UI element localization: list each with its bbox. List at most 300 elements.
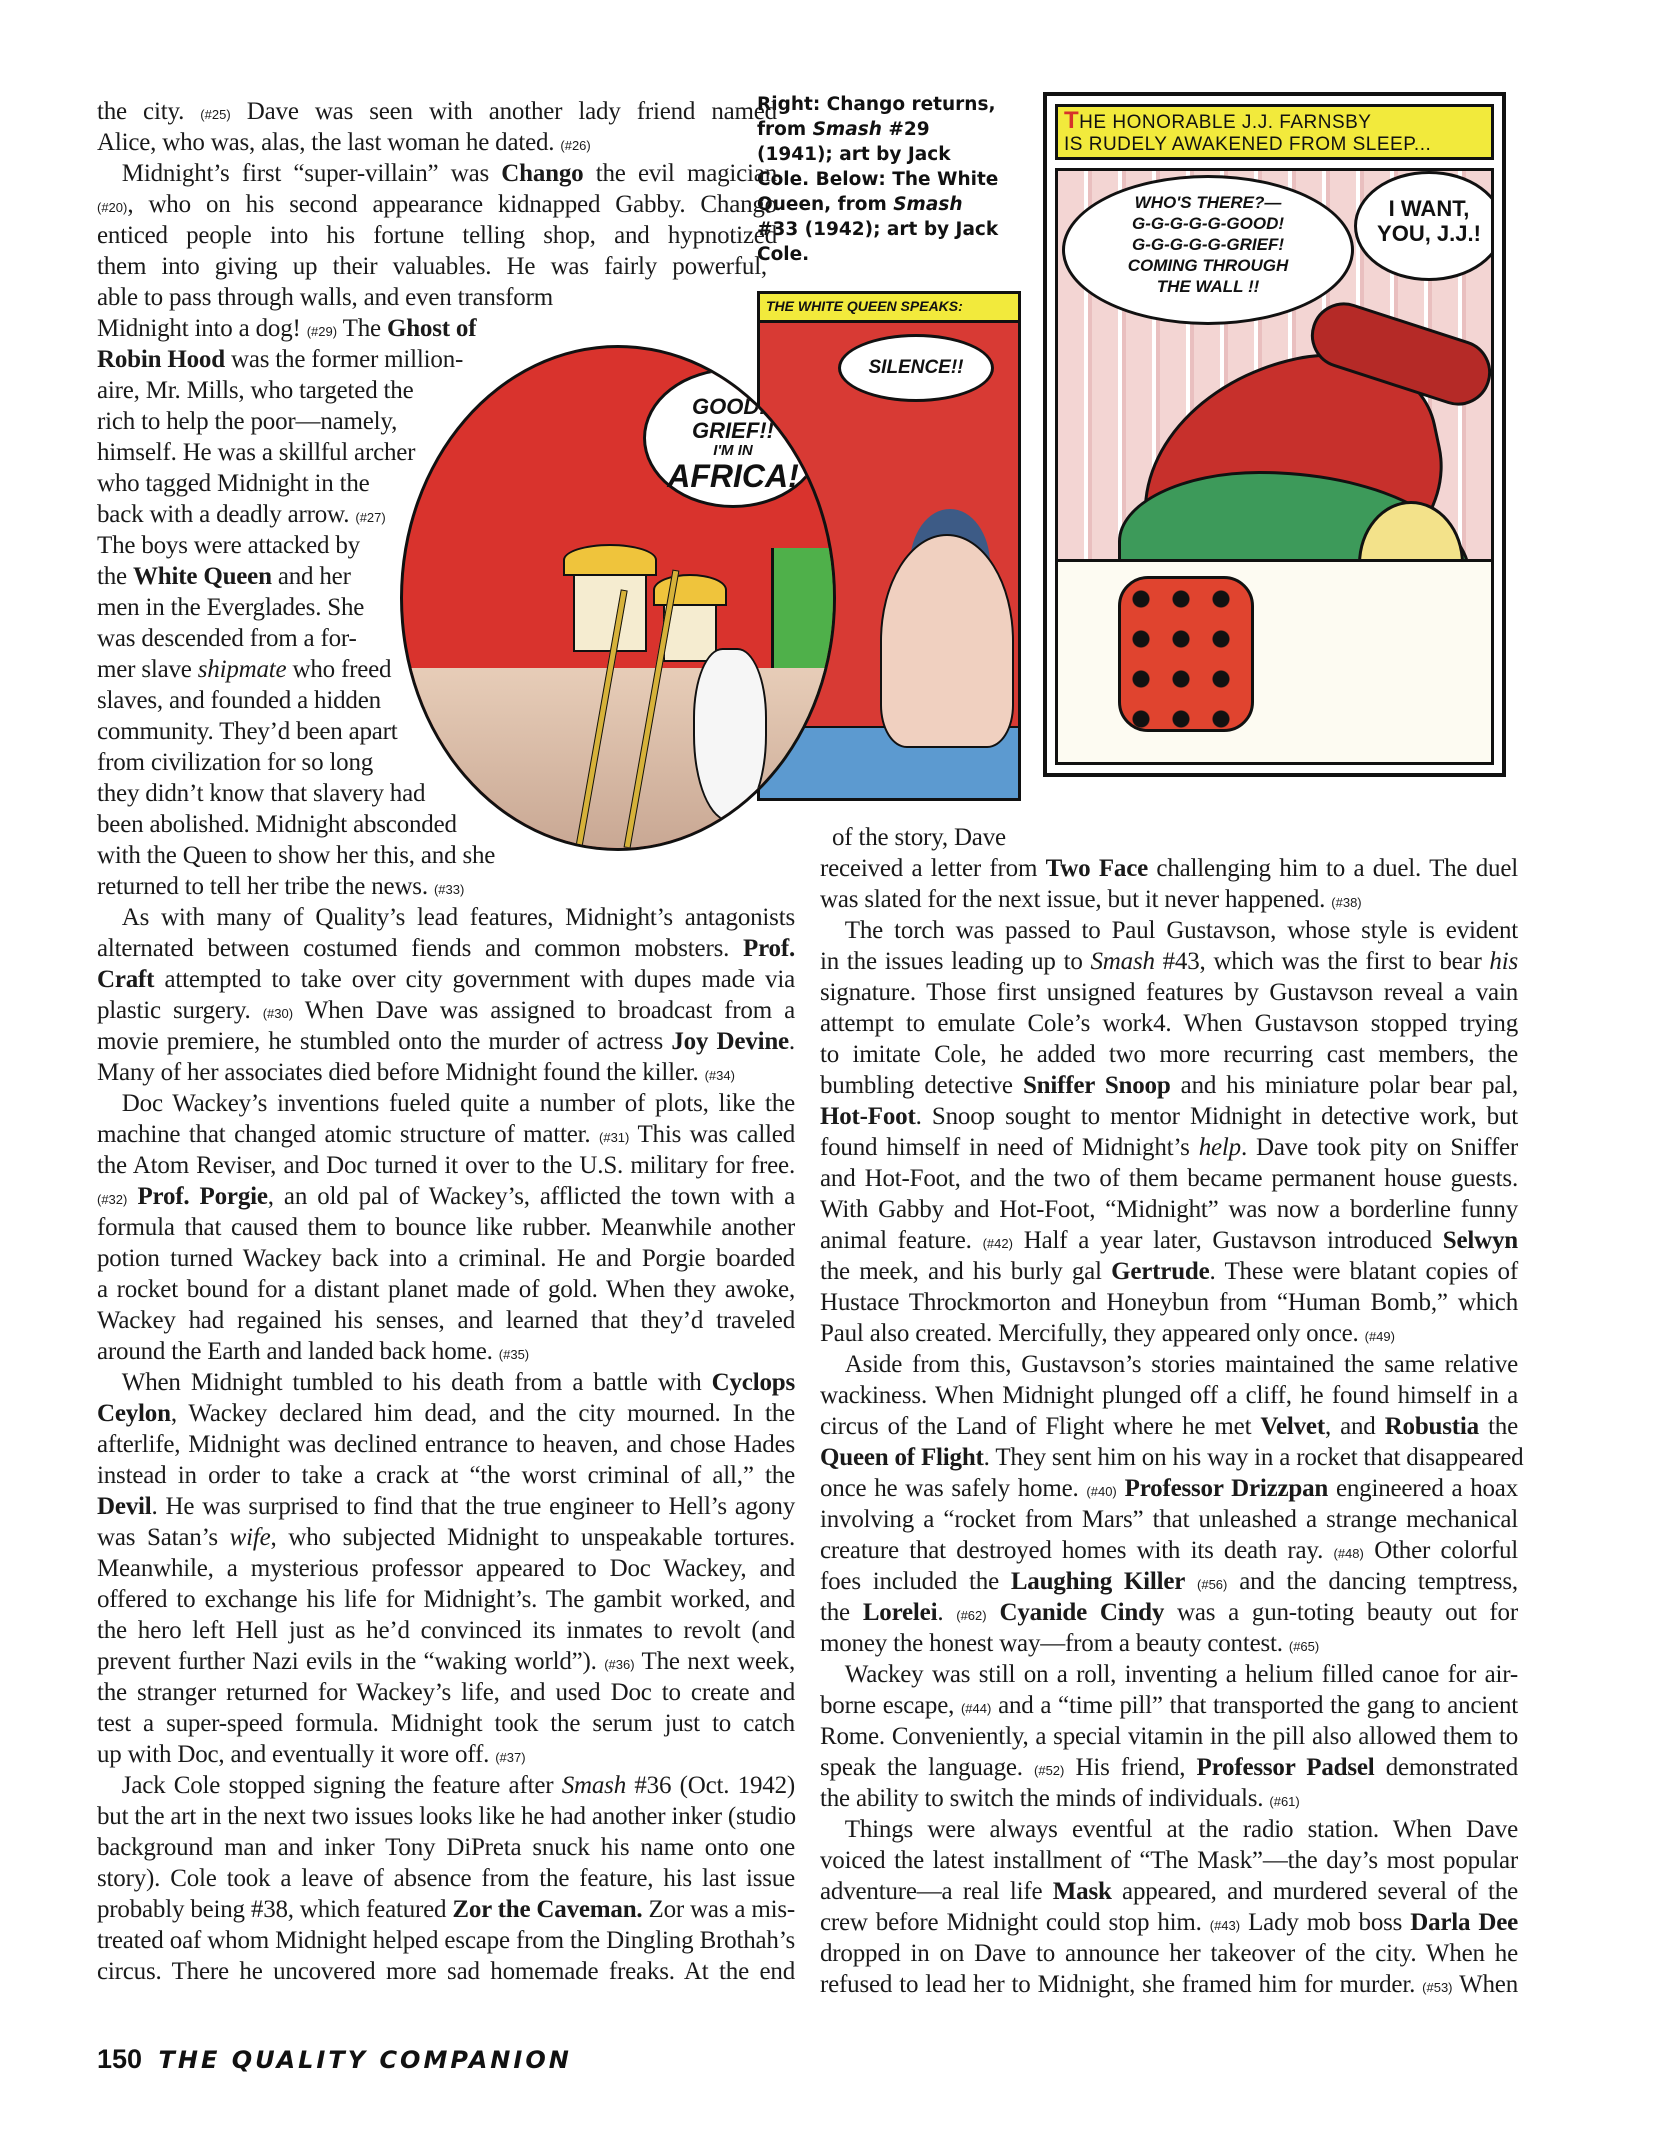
body-text: been abolished. Midnight absconded bbox=[97, 811, 457, 838]
comic-panel-circle-africa bbox=[400, 345, 836, 851]
text-line bbox=[97, 747, 373, 778]
issue-reference: (#61) bbox=[1269, 1794, 1300, 1809]
character-name: Ghost of bbox=[386, 315, 477, 342]
bubble-line: I'M IN bbox=[713, 442, 753, 459]
body-text: attempted to take over city government with dupes made via bbox=[154, 966, 795, 993]
body-text: engineered a hoax bbox=[1328, 1475, 1519, 1502]
body-text: speak the language. bbox=[820, 1754, 1035, 1781]
issue-reference: (#52) bbox=[1034, 1763, 1065, 1778]
body-text: enticed people into his fortune telling shop, and hypnotized bbox=[97, 222, 777, 249]
text-line bbox=[97, 840, 495, 871]
text-line bbox=[820, 1845, 1518, 1876]
issue-reference: (#34) bbox=[704, 1068, 735, 1083]
text-line bbox=[820, 1659, 1518, 1690]
text-line bbox=[97, 1646, 795, 1680]
body-text: instead in order to take a crack at “the worst criminal of all,” the bbox=[97, 1462, 795, 1489]
body-text: community. They’d been apart bbox=[97, 718, 398, 745]
issue-reference: (#43) bbox=[1209, 1918, 1241, 1933]
body-text: , who subjected Midnight to unspeakable tortures. bbox=[270, 1524, 795, 1551]
body-text: . Snoop sought to mentor Midnight in detective work, but bbox=[915, 1103, 1518, 1130]
issue-reference: (#32) bbox=[97, 1192, 128, 1207]
comic-caption-box bbox=[1055, 104, 1494, 160]
body-text: appeared, and murdered several of the bbox=[1111, 1878, 1518, 1905]
caption-text: #33 (1942); art by Jack Cole. bbox=[757, 219, 999, 265]
text-line bbox=[97, 1026, 795, 1057]
issue-reference: (#27) bbox=[355, 510, 386, 525]
issue-reference: (#38) bbox=[1331, 895, 1362, 910]
text-line bbox=[97, 282, 553, 313]
body-text: refused to lead her to Midnight, she framed him for murder. bbox=[820, 1971, 1423, 1998]
body-text: found himself in need of Midnight’s bbox=[820, 1134, 1199, 1161]
body-text: who freed bbox=[286, 656, 392, 683]
hut-illustration bbox=[573, 568, 647, 652]
body-text: was slated for the next issue, but it never happened. bbox=[820, 886, 1332, 913]
body-text: With Gabby and Hot-Foot, “Midnight” was now a borderline funny bbox=[820, 1196, 1518, 1223]
text-line bbox=[820, 946, 1518, 977]
text-line bbox=[820, 884, 1362, 918]
body-text: Alice, who was, alas, the last woman he dated. bbox=[97, 129, 561, 156]
caption-title: Smash bbox=[812, 119, 882, 140]
text-line bbox=[97, 96, 777, 130]
body-text: . Dave took pity on Sniffer bbox=[1240, 1134, 1519, 1161]
body-text: story). Cole took a leave of absence from the feature, his last issue bbox=[97, 1865, 795, 1892]
body-text: His friend, bbox=[1064, 1754, 1197, 1781]
body-text: returned to tell her tribe the news. bbox=[97, 873, 434, 900]
text-line bbox=[97, 1522, 795, 1553]
body-text: . He was surprised to find that the true engineer to Hell’s agony bbox=[151, 1493, 795, 1520]
body-text: the Atom Reviser, and Doc turned it over to the U.S. military for free. bbox=[97, 1152, 795, 1179]
bubble-line: G-G-G-G-G-GOOD! bbox=[1131, 214, 1285, 233]
bubble-line: THE WALL !! bbox=[1156, 277, 1260, 296]
issue-reference: (#40) bbox=[1086, 1484, 1117, 1499]
body-text: Half a year later, Gustavson introduced bbox=[1012, 1227, 1443, 1254]
body-text: . They sent him on his way in a rocket that disappeared bbox=[983, 1444, 1524, 1471]
body-text: Wackey had regained his senses, and learned that they’d traveled bbox=[97, 1307, 795, 1334]
emphasis-text: Smash bbox=[1090, 948, 1155, 975]
speech-burst-africa bbox=[643, 368, 823, 508]
body-text: up with Doc, and eventually it wore off. bbox=[97, 1741, 496, 1768]
body-text: received a letter from bbox=[820, 855, 1046, 882]
speech-bubble-chango bbox=[1354, 171, 1494, 281]
body-text: rich to help the poor—namely, bbox=[97, 408, 398, 435]
body-text: the bbox=[1478, 1413, 1519, 1440]
character-name: Laughing Killer bbox=[1010, 1568, 1186, 1595]
body-text: demonstrated bbox=[1374, 1754, 1518, 1781]
character-name: Two Face bbox=[1045, 855, 1148, 882]
text-line bbox=[820, 1070, 1518, 1101]
text-line bbox=[97, 592, 364, 623]
body-text: from civilization for so long bbox=[97, 749, 374, 776]
text-line bbox=[97, 406, 397, 437]
text-line bbox=[97, 1274, 795, 1305]
character-name: Lorelei bbox=[862, 1599, 938, 1626]
character-name: Sniffer Snoop bbox=[1022, 1072, 1171, 1099]
text-line bbox=[97, 375, 413, 406]
text-line bbox=[97, 1832, 795, 1863]
text-line bbox=[97, 1181, 795, 1215]
text-line bbox=[820, 1132, 1518, 1163]
text-line bbox=[820, 1287, 1518, 1318]
character-name: White Queen bbox=[133, 563, 272, 590]
body-text: #43, which was the first to bear bbox=[1154, 948, 1490, 975]
body-text: Other colorful bbox=[1363, 1537, 1518, 1564]
body-text: but the art in the next two issues looks like he had another inker (studio bbox=[97, 1803, 796, 1830]
text-line bbox=[820, 1690, 1518, 1724]
issue-reference: (#29) bbox=[306, 324, 338, 339]
body-text: Midnight into a dog! bbox=[97, 315, 307, 342]
text-line bbox=[97, 1956, 795, 1987]
body-text: money the honest way—from a beauty contest. bbox=[820, 1630, 1289, 1657]
text-line bbox=[820, 1194, 1518, 1225]
text-line bbox=[820, 1566, 1518, 1600]
page-footer bbox=[97, 2044, 572, 2075]
text-line bbox=[97, 530, 360, 561]
text-line bbox=[97, 871, 464, 905]
character-name: Devil bbox=[97, 1493, 152, 1520]
text-line bbox=[820, 1163, 1518, 1194]
body-text: the evil magician bbox=[583, 160, 777, 187]
bubble-line: COMING THROUGH bbox=[1127, 256, 1289, 275]
text-line bbox=[97, 344, 463, 375]
body-text: to imitate Cole, he added two more recurring cast members, the bbox=[820, 1041, 1518, 1068]
body-text: attempt to emulate Cole’s work4. When Gustavson stopped trying bbox=[820, 1010, 1518, 1037]
caption-text: Right: Chango returns, from bbox=[757, 94, 996, 140]
text-line bbox=[97, 1863, 795, 1894]
body-text: Jack Cole stopped signing the feature after bbox=[97, 1772, 562, 1799]
character-name: Selwyn bbox=[1442, 1227, 1518, 1254]
body-text: crew before Midnight could stop him. bbox=[820, 1909, 1210, 1936]
issue-reference: (#53) bbox=[1422, 1980, 1453, 1995]
body-text: Aside from this, Gustavson’s stories maintained the same relative bbox=[820, 1351, 1518, 1378]
body-text: was the former million- bbox=[224, 346, 464, 373]
body-text: the ability to switch the minds of individuals. bbox=[820, 1785, 1270, 1812]
issue-reference: (#31) bbox=[599, 1130, 630, 1145]
text-line bbox=[97, 127, 591, 161]
body-text: Meanwhile, a mysterious professor appeared to Doc Wackey, and bbox=[97, 1555, 795, 1582]
bubble-line: GRIEF!! bbox=[692, 418, 774, 443]
body-text bbox=[1117, 1475, 1125, 1502]
text-line bbox=[820, 1969, 1518, 2003]
body-text: was a gun-toting beauty out for bbox=[1164, 1599, 1518, 1626]
body-text: them into giving up their valuables. He was fairly powerful, bbox=[97, 253, 767, 280]
character-name: Professor Drizzpan bbox=[1124, 1475, 1329, 1502]
text-line bbox=[97, 437, 415, 468]
body-text: offered to exchange his life for Midnight’s. The gambit worked, and bbox=[97, 1586, 795, 1613]
body-text: Wackey was still on a roll, inventing a helium filled canoe for air- bbox=[820, 1661, 1518, 1688]
text-line bbox=[97, 623, 357, 654]
text-line bbox=[820, 1318, 1395, 1352]
body-text: background man and inker Tony DiPreta snuck his name onto one bbox=[97, 1834, 795, 1861]
body-text: Lady mob boss bbox=[1240, 1909, 1411, 1936]
text-line bbox=[820, 1628, 1319, 1662]
text-line bbox=[97, 1398, 795, 1429]
body-text bbox=[1185, 1568, 1197, 1595]
body-text: a rocket bound for a distant planet made of gold. When they awoke, bbox=[97, 1276, 795, 1303]
body-text: circus of the Land of Flight where he met bbox=[820, 1413, 1261, 1440]
bubble-line: G-G-G-G-G-GRIEF! bbox=[1131, 235, 1285, 254]
character-name: Ceylon bbox=[97, 1400, 171, 1427]
body-text: men in the Everglades. She bbox=[97, 594, 365, 621]
body-text: the stranger returned for Wackey’s life, and used Doc to create and bbox=[97, 1679, 795, 1706]
issue-reference: (#33) bbox=[433, 882, 465, 897]
text-line bbox=[820, 1752, 1518, 1786]
text-line bbox=[97, 561, 351, 592]
character-name: Cyanide Cindy bbox=[999, 1599, 1165, 1626]
character-name: Queen of Flight bbox=[820, 1444, 984, 1471]
body-text: test a super-speed formula. Midnight took the serum just to catch bbox=[97, 1710, 795, 1737]
text-line bbox=[820, 1783, 1300, 1817]
body-text: Things were always eventful at the radio station. When Dave bbox=[820, 1816, 1518, 1843]
issue-reference: (#26) bbox=[560, 138, 591, 153]
text-line bbox=[97, 468, 370, 499]
character-name: Velvet bbox=[1260, 1413, 1325, 1440]
body-text: was Satan’s bbox=[97, 1524, 230, 1551]
text-line bbox=[97, 1739, 526, 1773]
text-line bbox=[97, 1553, 795, 1584]
bubble-line: WHO'S THERE?— bbox=[1134, 193, 1282, 212]
caption-line: IS RUDELY AWAKENED FROM SLEEP... bbox=[1064, 134, 1432, 155]
text-line bbox=[97, 1212, 795, 1243]
body-text bbox=[127, 1183, 137, 1210]
body-text: probably being #38, which featured bbox=[97, 1896, 453, 1923]
text-line bbox=[97, 1708, 795, 1739]
text-line bbox=[820, 1008, 1518, 1039]
text-line bbox=[820, 1101, 1518, 1132]
comic-scene-bedroom bbox=[1055, 168, 1494, 765]
body-text: the bbox=[820, 1599, 863, 1626]
body-text: wackiness. When Midnight plunged off a cliff, he found himself in a bbox=[820, 1382, 1518, 1409]
body-text: The bbox=[337, 315, 387, 342]
issue-reference: (#42) bbox=[982, 1236, 1013, 1251]
body-text bbox=[987, 1599, 1000, 1626]
body-text: afterlife, Midnight was declined entrance to heaven, and chose Hades bbox=[97, 1431, 795, 1458]
emphasis-text: help bbox=[1198, 1134, 1241, 1161]
body-text: As with many of Quality’s lead features, Midnight’s antagonists bbox=[97, 904, 795, 931]
body-text: with the Queen to show her this, and she bbox=[97, 842, 496, 869]
text-line bbox=[820, 1039, 1518, 1070]
body-text: aire, Mr. Mills, who targeted the bbox=[97, 377, 414, 404]
body-text: Many of her associates died before Midnight found the killer. bbox=[97, 1059, 705, 1086]
issue-reference: (#65) bbox=[1288, 1639, 1320, 1654]
text-line bbox=[97, 778, 425, 809]
character-name: Joy Devine bbox=[671, 1028, 789, 1055]
bubble-line: GOOD!! bbox=[692, 394, 774, 419]
comic-caption-box: THE WHITE QUEEN SPEAKS: bbox=[760, 294, 1018, 323]
character-name: Robustia bbox=[1384, 1413, 1479, 1440]
body-text: #36 (Oct. 1942) bbox=[626, 1772, 796, 1799]
body-text: alternated between costumed fiends and common mobsters. bbox=[97, 935, 743, 962]
issue-reference: (#37) bbox=[495, 1750, 526, 1765]
character-name: Hot-Foot bbox=[820, 1103, 916, 1130]
character-name: Mask bbox=[1052, 1878, 1112, 1905]
issue-reference: (#48) bbox=[1333, 1546, 1364, 1561]
body-text: once he was safely home. bbox=[820, 1475, 1087, 1502]
body-text: and a “time pill” that transported the gang to ancient bbox=[991, 1692, 1518, 1719]
text-line bbox=[820, 1442, 1524, 1473]
character-name: Professor Padsel bbox=[1196, 1754, 1375, 1781]
body-text: potion turned Wackey back into a criminal. He and Porgie boarded bbox=[97, 1245, 795, 1272]
body-text: The torch was passed to Paul Gustavson, whose style is evident bbox=[820, 917, 1518, 944]
issue-reference: (#49) bbox=[1364, 1329, 1395, 1344]
body-text: formula that caused them to bounce like rubber. Meanwhile another bbox=[97, 1214, 795, 1241]
body-text: and her bbox=[271, 563, 351, 590]
text-line bbox=[97, 1584, 795, 1615]
body-text: mer slave bbox=[97, 656, 198, 683]
body-text: . bbox=[937, 1599, 957, 1626]
tribesmen-illustration bbox=[403, 668, 833, 848]
issue-reference: (#35) bbox=[498, 1347, 530, 1362]
text-line bbox=[97, 1925, 795, 1956]
body-text: signature. Those first unsigned features by Gustavson reveal a vain bbox=[820, 979, 1518, 1006]
text-line bbox=[820, 853, 1518, 884]
body-text: the hero left Hell just as he’d convinced its inmates to revolt (and bbox=[97, 1617, 795, 1644]
issue-reference: (#56) bbox=[1197, 1577, 1228, 1592]
body-text: the city. bbox=[97, 98, 201, 125]
character-name: Chango bbox=[501, 160, 584, 187]
text-line bbox=[97, 1429, 795, 1460]
body-text: slaves, and founded a hidden bbox=[97, 687, 381, 714]
text-line bbox=[820, 1349, 1518, 1380]
text-line bbox=[97, 1336, 529, 1370]
body-text: the bbox=[97, 563, 133, 590]
body-text: able to pass through walls, and even transform bbox=[97, 284, 553, 311]
text-line bbox=[97, 1243, 795, 1274]
body-text: , Wackey declared him dead, and the city mourned. In the bbox=[170, 1400, 795, 1427]
issue-reference: (#44) bbox=[960, 1701, 992, 1716]
body-text: The boys were attacked by bbox=[97, 532, 360, 559]
character-name: Craft bbox=[97, 966, 155, 993]
body-text: Hustace Throckmorton and Honeybun from “Human Bomb,” which bbox=[820, 1289, 1518, 1316]
body-text: , who on his second appearance kidnapped Gabby. Chango bbox=[127, 191, 777, 218]
text-line bbox=[820, 1814, 1518, 1845]
body-text: and the dancing temptress, bbox=[1227, 1568, 1518, 1595]
emphasis-text: wife bbox=[229, 1524, 271, 1551]
text-line bbox=[97, 158, 777, 189]
text-line bbox=[97, 1305, 795, 1336]
text-line bbox=[820, 915, 1518, 946]
body-text: foes included the bbox=[820, 1568, 1011, 1595]
text-line bbox=[97, 809, 457, 840]
body-text: dropped in on Dave to announce her takeover of the city. When he bbox=[820, 1940, 1518, 1967]
text-line bbox=[820, 977, 1518, 1008]
text-line bbox=[97, 1057, 735, 1091]
issue-reference: (#30) bbox=[262, 1006, 294, 1021]
bubble-line: AFRICA! bbox=[667, 458, 799, 494]
text-line bbox=[97, 1770, 795, 1801]
body-text: , and bbox=[1324, 1413, 1385, 1440]
comic-panel-chango bbox=[1043, 92, 1506, 777]
text-line bbox=[820, 1256, 1518, 1287]
body-text: treated oaf whom Midnight helped escape from the Dingling Brothah’s bbox=[97, 1927, 795, 1954]
caption-text: #29 (1941); art by Jack Cole. Below: The White Queen, from bbox=[757, 119, 999, 215]
body-text: was descended from a for- bbox=[97, 625, 357, 652]
character-name: Gertrude bbox=[1111, 1258, 1210, 1285]
text-line bbox=[97, 1677, 795, 1708]
issue-reference: (#20) bbox=[97, 200, 128, 215]
body-text: adventure—a real life bbox=[820, 1878, 1053, 1905]
polka-dot-pillow-illustration bbox=[1118, 576, 1254, 732]
body-text: back with a deadly arrow. bbox=[97, 501, 356, 528]
issue-reference: (#36) bbox=[604, 1657, 635, 1672]
character-name: Darla Dee bbox=[1410, 1909, 1518, 1936]
figure-caption bbox=[757, 92, 1007, 267]
text-line bbox=[97, 1088, 795, 1119]
text-line bbox=[97, 313, 476, 347]
body-text: who tagged Midnight in the bbox=[97, 470, 370, 497]
text-line bbox=[97, 1615, 795, 1646]
text-line bbox=[97, 189, 777, 223]
body-text: The next week, bbox=[634, 1648, 795, 1675]
body-text: they didn’t know that slavery had bbox=[97, 780, 426, 807]
body-text: and Hot-Foot, and the two of them became permanent house guests. bbox=[820, 1165, 1518, 1192]
text-line bbox=[97, 685, 381, 716]
speech-bubble-queen: SILENCE!! bbox=[838, 334, 994, 402]
text-line bbox=[97, 902, 795, 933]
text-line bbox=[820, 1473, 1518, 1507]
body-text: machine that changed atomic structure of matter. bbox=[97, 1121, 600, 1148]
text-line bbox=[97, 220, 777, 251]
body-text: Doc Wackey’s inventions fueled quite a number of plots, like the bbox=[97, 1090, 795, 1117]
body-text: of the story, Dave bbox=[832, 824, 1006, 851]
body-text: the meek, and his burly gal bbox=[820, 1258, 1112, 1285]
body-text: movie premiere, he stumbled onto the murder of actress bbox=[97, 1028, 672, 1055]
text-line bbox=[97, 1119, 795, 1153]
speech-bubble-farnsby bbox=[1062, 175, 1354, 325]
bubble-line: I WANT, bbox=[1388, 196, 1470, 221]
text-line bbox=[97, 1491, 795, 1522]
body-text: challenging him to a duel. The duel bbox=[1148, 855, 1519, 882]
text-line bbox=[97, 1894, 795, 1925]
text-line bbox=[820, 1907, 1518, 1941]
text-line bbox=[97, 654, 391, 685]
running-title: THE QUALITY COMPANION bbox=[158, 2046, 572, 2074]
character-name: Cyclops bbox=[711, 1369, 795, 1396]
text-line bbox=[820, 1225, 1518, 1259]
body-text: . bbox=[788, 1028, 795, 1055]
body-text: bumbling detective bbox=[820, 1072, 1023, 1099]
emphasis-text: shipmate bbox=[197, 656, 287, 683]
emphasis-text: his bbox=[1489, 948, 1518, 975]
text-line bbox=[97, 251, 767, 282]
body-text: When Midnight tumbled to his death from a battle with bbox=[97, 1369, 712, 1396]
body-text: , an old pal of Wackey’s, afflicted the town with a bbox=[267, 1183, 796, 1210]
body-text: . These were blatant copies of bbox=[1209, 1258, 1518, 1285]
character-name: Prof. bbox=[743, 935, 795, 962]
text-line bbox=[97, 1367, 795, 1398]
body-text: prevent further Nazi evils in the “waking world”). bbox=[97, 1648, 605, 1675]
text-line bbox=[97, 933, 795, 964]
body-text: plastic surgery. bbox=[97, 997, 263, 1024]
text-line bbox=[820, 1411, 1518, 1442]
body-text: Zor was a mis- bbox=[642, 1896, 795, 1923]
body-text: When bbox=[1452, 1971, 1518, 1998]
page-number: 150 bbox=[97, 2044, 143, 2074]
body-text: himself. He was a skillful archer bbox=[97, 439, 416, 466]
bubble-line: YOU, J.J.! bbox=[1377, 221, 1481, 246]
text-line bbox=[832, 822, 1006, 853]
text-line bbox=[97, 1150, 795, 1181]
text-line bbox=[97, 499, 386, 533]
body-text: involving a “rocket from Mars” that unleashed a strange mechanical bbox=[820, 1506, 1518, 1533]
body-text: When Dave was assigned to broadcast from a bbox=[293, 997, 795, 1024]
text-line bbox=[820, 1535, 1518, 1569]
body-text: Rome. Conveniently, a special vitamin in the pill also allowed them to bbox=[820, 1723, 1518, 1750]
white-queen-illustration bbox=[880, 534, 1014, 748]
bearded-man-illustration bbox=[693, 648, 767, 822]
body-text: circus. There he uncovered more sad homemade freaks. At the end bbox=[97, 1958, 795, 1985]
caption-title: Smash bbox=[893, 194, 963, 215]
emphasis-text: Smash bbox=[561, 1772, 627, 1799]
